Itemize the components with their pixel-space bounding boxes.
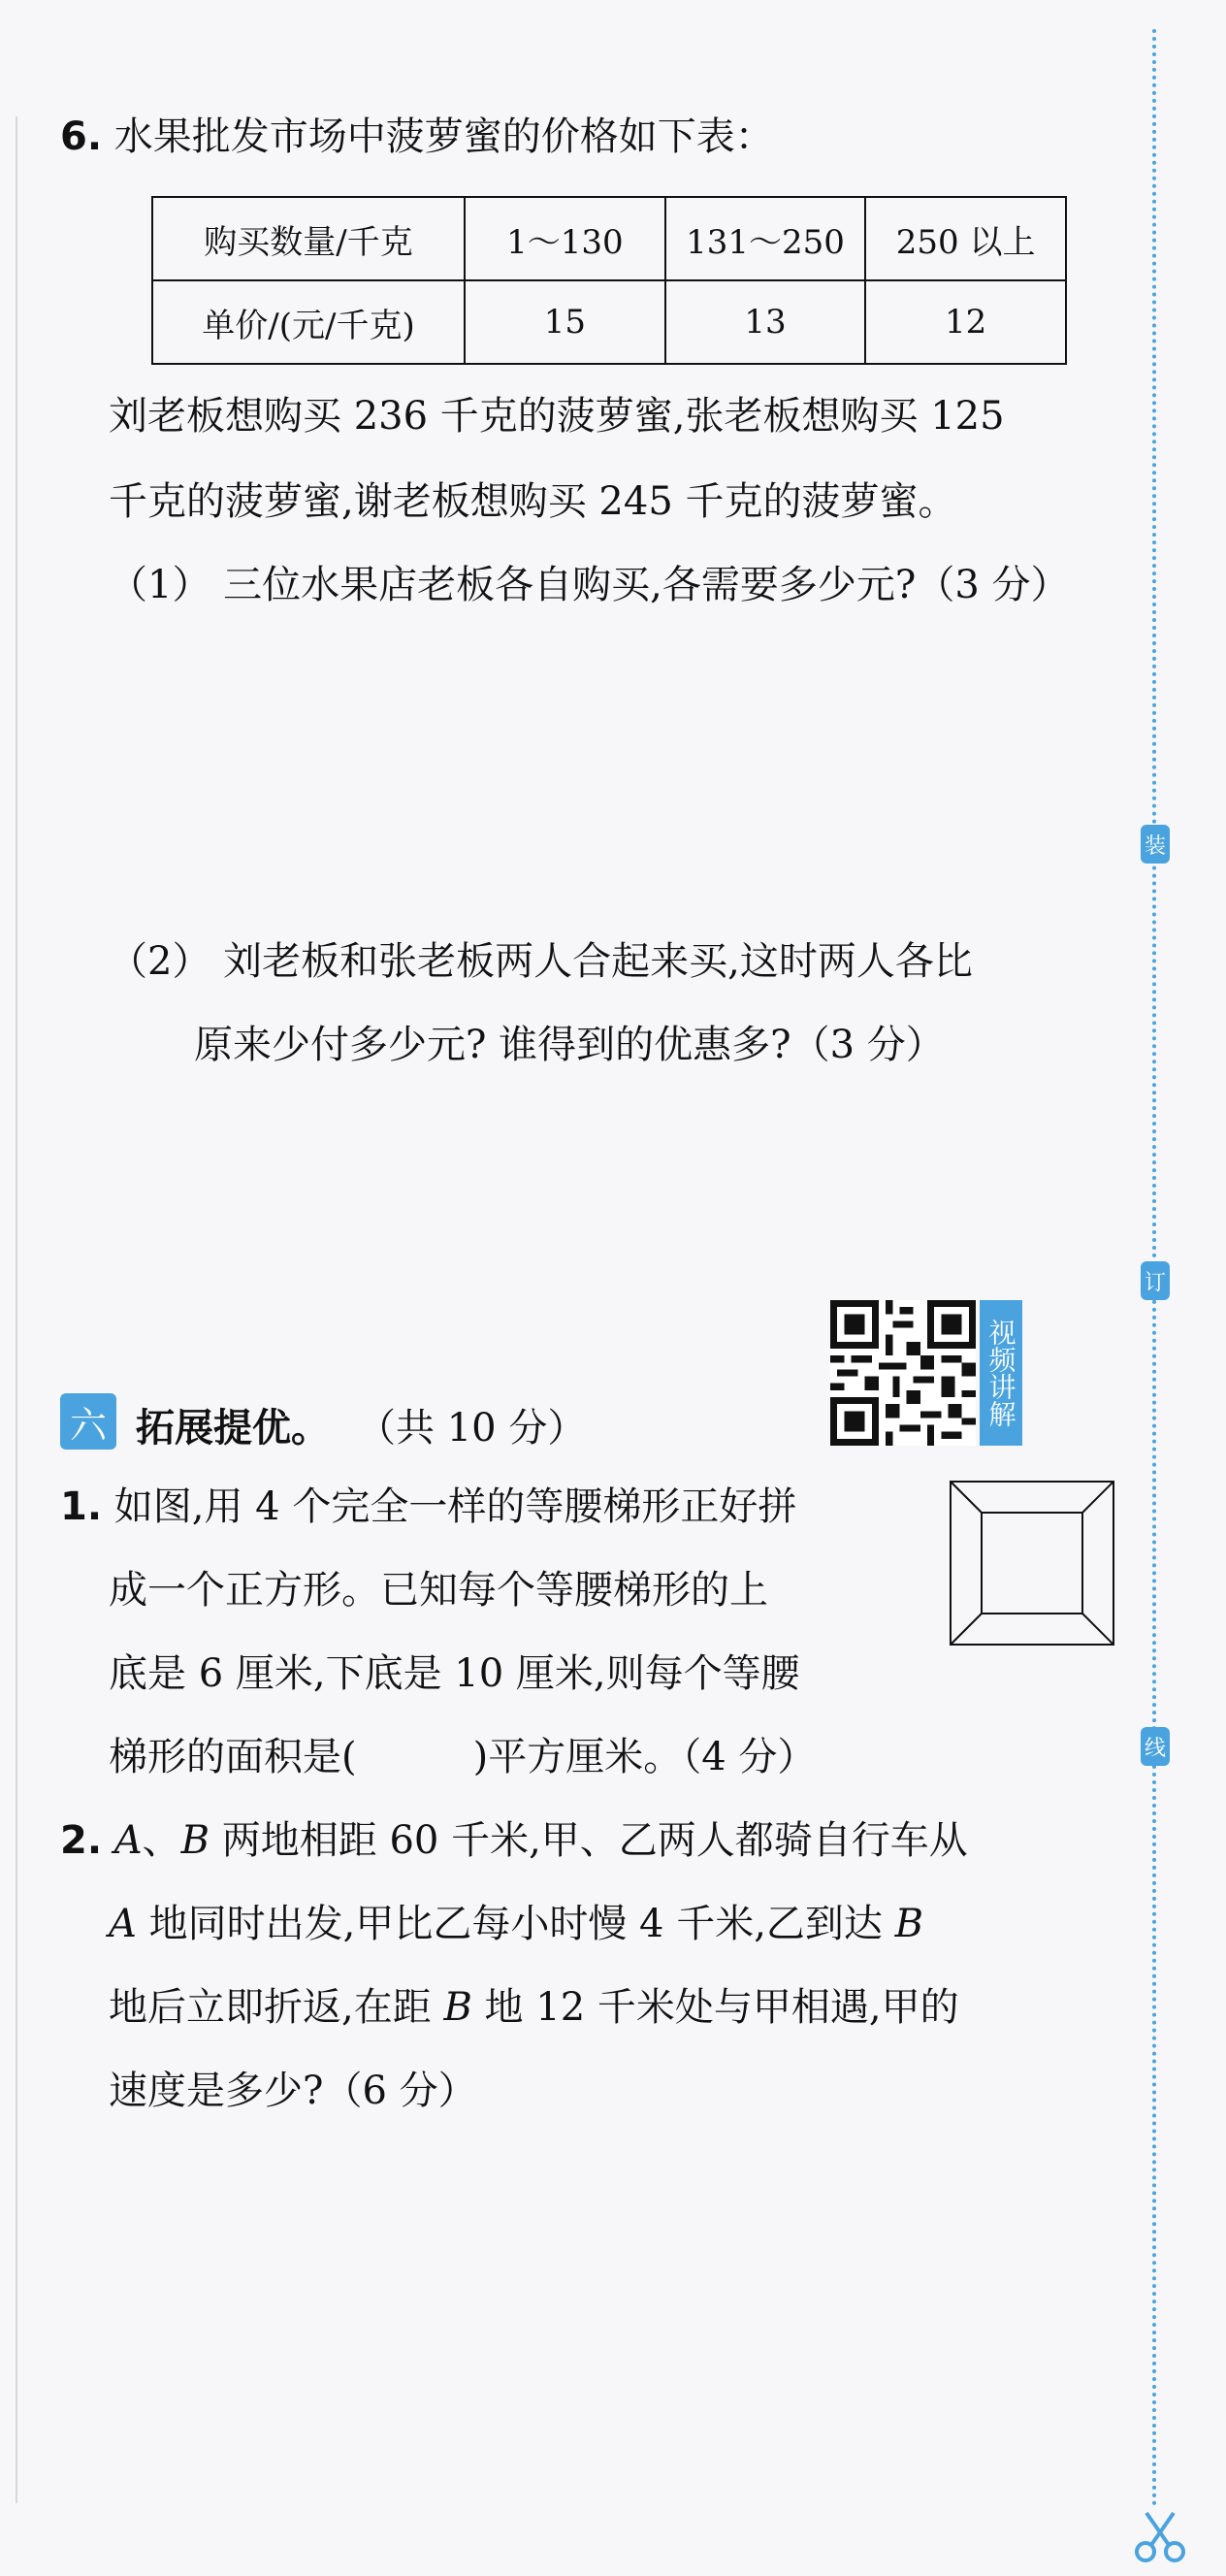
question-number: 2.	[60, 1818, 103, 1863]
question-text: 两地相距 60 千米,甲、乙两人都骑自行车从	[210, 1818, 968, 1863]
video-explanation-label[interactable]: 视频讲解	[980, 1300, 1022, 1446]
problem-2-line1	[60, 1818, 968, 1863]
question-text: 地后立即折返,在距	[109, 1985, 444, 2030]
binding-tag-2: 订	[1141, 1261, 1170, 1300]
problem-1-line4	[109, 1735, 816, 1779]
problem-1-line3: 底是 6 厘米,下底是 10 厘米,则每个等腰	[109, 1651, 800, 1696]
question-text: 水果批发市场中菠萝蜜的价格如下表：	[113, 114, 774, 159]
question-text: )平方厘米。（4 分）	[472, 1735, 817, 1779]
question-6-sub2-line2: 原来少付多少元? 谁得到的优惠多?（3 分）	[194, 1023, 945, 1067]
price-table	[151, 196, 1067, 365]
place-label: A	[109, 1902, 137, 1946]
problem-1-line1	[60, 1484, 796, 1529]
question-number: 6.	[60, 114, 103, 159]
table-cell: 15	[465, 280, 665, 364]
table-cell: 购买数量/千克	[152, 197, 465, 280]
binding-tag-1: 装	[1141, 825, 1170, 864]
problem-2-line3	[109, 1985, 959, 2030]
question-text: 地 12 千米处与甲相遇,甲的	[471, 1985, 959, 2030]
place-label: A	[113, 1818, 143, 1863]
problem-2-line4: 速度是多少?（6 分）	[109, 2069, 477, 2113]
place-label: B	[894, 1902, 924, 1946]
left-margin-rule	[16, 116, 17, 2503]
table-cell: 单价/(元/千克)	[152, 280, 465, 364]
question-text: 地同时出发,甲比乙每小时慢 4 千米,乙到达	[136, 1902, 895, 1946]
section-score: （共 10 分）	[357, 1406, 587, 1451]
question-text: 梯形的面积是(	[109, 1735, 357, 1779]
question-6-line1: 刘老板想购买 236 千克的菠萝蜜,张老板想购买 125	[109, 394, 1005, 439]
question-text: 如图,用 4 个完全一样的等腰梯形正好拼	[113, 1484, 797, 1529]
question-6-prompt	[60, 114, 774, 159]
question-6-sub2-line1: （2） 刘老板和张老板两人合起来买,这时两人各比	[109, 939, 973, 984]
binding-tag-3: 线	[1141, 1727, 1170, 1766]
place-label: B	[180, 1818, 210, 1863]
table-cell: 12	[865, 280, 1066, 364]
question-text: 、	[142, 1818, 181, 1863]
table-cell: 1～130	[465, 197, 665, 280]
problem-2-line2	[109, 1902, 923, 1946]
qr-code[interactable]	[830, 1300, 976, 1446]
table-cell: 250 以上	[865, 197, 1066, 280]
square-trapezoid-figure	[949, 1480, 1115, 1647]
question-6-line2: 千克的菠萝蜜,谢老板想购买 245 千克的菠萝蜜。	[109, 479, 957, 524]
place-label: B	[443, 1985, 472, 2030]
question-number: 1.	[60, 1484, 103, 1529]
table-row	[152, 280, 1066, 364]
table-row	[152, 197, 1066, 280]
section-badge: 六	[60, 1393, 116, 1450]
question-6-sub1: （1） 三位水果店老板各自购买,各需要多少元?（3 分）	[109, 563, 1070, 607]
table-cell: 131～250	[665, 197, 866, 280]
section-title: 拓展提优。	[136, 1406, 330, 1451]
table-cell: 13	[665, 280, 866, 364]
problem-1-line2: 成一个正方形。已知每个等腰梯形的上	[109, 1568, 768, 1613]
scissors-icon	[1131, 2508, 1189, 2566]
